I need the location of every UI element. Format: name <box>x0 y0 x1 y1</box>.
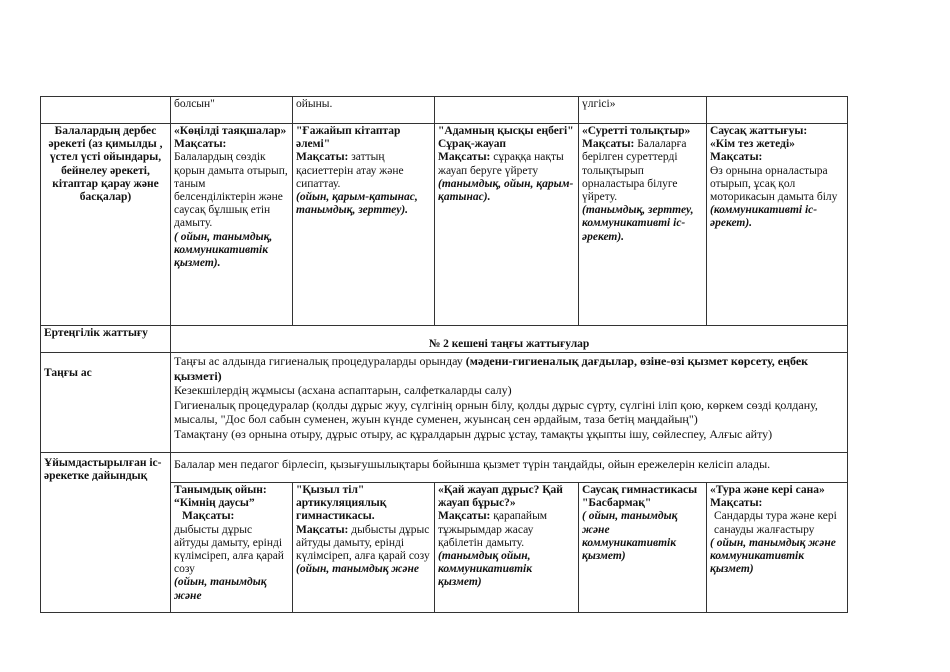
goal-label: Мақсаты: <box>182 510 235 523</box>
exercise-text: № 2 кешені таңғы жаттығулар <box>428 337 590 350</box>
goal-label: Мақсаты: <box>438 151 491 164</box>
row-label-cell <box>41 124 171 326</box>
breakfast-intro: Таңғы ас алдында гигиеналық процедураларды орындау <box>174 354 463 368</box>
activity-text: Сандарды тура және кері санауды жалғастыру <box>714 510 837 536</box>
cell <box>579 97 707 124</box>
goal-label: Мақсаты: <box>296 151 349 164</box>
preparation-intro-cell <box>171 453 848 483</box>
activity-tags: ( ойын, танымдық және коммуникативтік қызмет) <box>710 536 836 576</box>
breakfast-row <box>41 353 848 453</box>
row-label: Ертеңгілік жаттығу <box>44 327 148 339</box>
activity-text: Балалардың сөздік қорын дамыта отырып, таным белсенділіктерін және саусақ бұлшық етін дамыту. <box>174 151 288 230</box>
activity-text: сұраққа нақты жауап беруге үйрету <box>438 151 564 177</box>
independent-activity-row <box>41 124 848 326</box>
activity-tags: (танымдық, зерттеу, коммуникативті іс-әрекет). <box>582 204 694 243</box>
goal-label: Мақсаты: <box>174 138 227 151</box>
activity-subtitle: «Кім тез жетеді» <box>710 138 795 151</box>
row-label: Таңғы ас <box>44 367 92 379</box>
goal-label: Мақсаты: <box>710 151 763 164</box>
activity-cell <box>579 483 707 613</box>
goal-label: Мақсаты: <box>296 523 349 536</box>
breakfast-line: Гигиеналық процедуралар (қолды дұрыс жуу, сүлгінің орнын білу, қолды дұрыс сүрту, сүлгіні іліп қою, көркем сөзді қолдану, мысалы, "Дос бол сабын суменен, жуын күнде суменен, жуынсаң сен әрдайым, таза бетің маңдайың") <box>174 397 818 426</box>
goal-label: Мақсаты: <box>710 497 763 510</box>
activity-cell <box>707 483 848 613</box>
activity-cell <box>707 124 848 326</box>
preparation-intro: Балалар мен педагог бірлесіп, қызығушылықтары бойынша қызмет түрін таңдайды, ойын ережелерін келісіп алады. <box>174 457 771 471</box>
activity-title: «Суретті толықтыр» <box>582 125 691 137</box>
goal-label: Мақсаты: <box>582 138 635 151</box>
row-label-cell <box>41 353 171 453</box>
row-label-cell <box>41 453 171 613</box>
activity-tags: ( ойын, танымдық және коммуникативтік қызмет) <box>582 510 678 563</box>
activity-title: "Адамның қысқы еңбегі" <box>438 125 574 137</box>
activity-text: заттың қасиеттерін атау және сипаттау. <box>296 151 404 190</box>
cell <box>435 97 579 124</box>
activity-title: Саусақ гимнастикасы "Басбармақ" <box>582 484 698 510</box>
activity-title: "Ғажайып кітаптар әлемі" <box>296 125 401 151</box>
preparation-row <box>41 453 848 483</box>
cell-text: болсын" <box>174 98 215 110</box>
cell-text: үлгісі» <box>582 98 616 110</box>
breakfast-intro-skills: (мәдени-гигиеналық дағдылар, өзіне-өзі қызмет көрсету, еңбек қызметі) <box>174 354 809 383</box>
row-label: Балалардың дербес әрекеті (аз қимылды , үстел үсті ойындары, бейнелеу әрекеті, кітаптар қарау және басқалар) <box>48 125 163 204</box>
activity-cell <box>171 483 293 613</box>
morning-exercise-row <box>41 326 848 353</box>
activity-tags: (танымдық ойын, коммуникативтік қызмет) <box>438 550 533 589</box>
goal-label: Мақсаты: <box>438 510 491 523</box>
activity-cell <box>579 124 707 326</box>
activity-cell <box>435 483 579 613</box>
cell <box>293 97 435 124</box>
breakfast-line: Тамақтану (өз орнына отыру, дұрыс отыру, ас құралдарын дұрыс ұстау, тамақты ұқыпты ішу, сөйлеспеу, Алғыс айту) <box>174 426 773 441</box>
breakfast-cell <box>171 353 848 453</box>
activity-tags: ( ойын, танымдық, коммуникативтік қызмет). <box>174 230 273 270</box>
activity-tags: (ойын, қарым-қатынас, танымдық, зерттеу). <box>296 191 418 217</box>
activity-cell <box>171 124 293 326</box>
activity-tags: (танымдық, ойын, қарым-қатынас). <box>438 177 574 204</box>
exercise-cell <box>171 326 848 353</box>
activity-title: «Тура және кері сана» <box>710 484 825 496</box>
daily-plan-table <box>40 96 848 613</box>
cell <box>707 97 848 124</box>
cell-text: ойыны. <box>296 98 333 110</box>
row-label-cell <box>41 97 171 124</box>
activity-title: Танымдық ойын: <box>174 484 267 496</box>
activity-title: "Қызыл тіл" артикуляциялық гимнастикасы. <box>296 484 387 523</box>
activity-title: «Қай жауап дұрыс? Қай жауап бұрыс?» <box>438 484 563 510</box>
activity-text: дыбысты дұрыс айтуды дамыту, еріндi күлімсіреп, алға қарай созу <box>296 523 430 563</box>
activity-cell <box>435 124 579 326</box>
activity-title: «Көңілді таяқшалар» <box>174 125 287 137</box>
cell <box>171 97 293 124</box>
activity-tags: (ойын, танымдық және <box>296 563 419 576</box>
activity-subtitle: “Кімнің даусы” <box>174 497 255 510</box>
activity-subtitle: Сұрақ-жауап <box>438 138 506 151</box>
breakfast-line: Кезекшілердің жұмысы (асхана аспаптарын, салфеткаларды салу) <box>174 383 512 397</box>
activity-title: Саусақ жаттығуы: <box>710 125 808 137</box>
row-label-cell <box>41 326 171 353</box>
activity-text: дыбысты дұрыс айтуды дамыту, еріндi күлімсіреп, алға қарай созу <box>174 523 284 576</box>
activity-cell <box>293 124 435 326</box>
activity-cell <box>293 483 435 613</box>
continuation-row <box>41 97 848 124</box>
activity-tags: (коммуникативті іс-әрекет). <box>710 204 818 230</box>
activity-tags: (ойын, танымдық және <box>174 576 267 602</box>
activity-text: Өз орнына орналастыра отырып, ұсақ қол моторикасын дамыта білу <box>710 164 838 204</box>
row-label: Ұйымдастырылған іс-әрекетке дайындық <box>44 457 162 483</box>
activity-text: Балаларға берілген суреттерді толықтырып орналастыра білуге үйрету. <box>582 138 687 204</box>
activity-text: қарапайым тұжырымдар жасау қабілетін дамыту. <box>438 510 548 549</box>
